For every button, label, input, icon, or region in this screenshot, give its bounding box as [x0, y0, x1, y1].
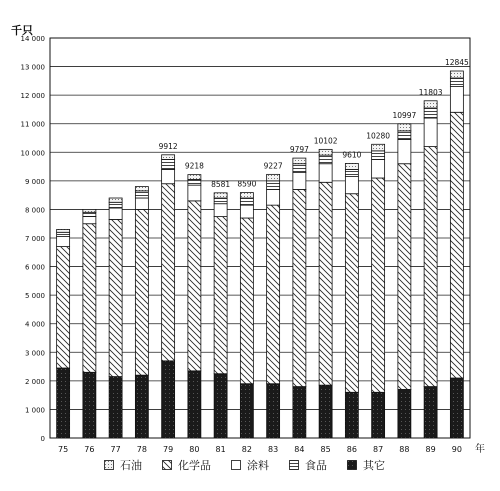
legend-label: 石油	[120, 459, 142, 472]
bar-segment	[162, 361, 175, 438]
bar-segment	[109, 198, 122, 202]
legend-swatch	[347, 460, 357, 470]
x-tick-label: 86	[346, 445, 357, 454]
bar-segment	[293, 172, 306, 189]
bar-segment	[162, 184, 175, 361]
bar-segment	[240, 205, 253, 218]
bar-segment	[83, 224, 96, 373]
y-tick-label: 1 000	[24, 406, 45, 415]
total-label: 10102	[313, 136, 338, 146]
bar-segment	[345, 177, 358, 194]
legend-item	[231, 457, 269, 473]
bar-segment	[293, 387, 306, 438]
bar-segment	[267, 174, 280, 180]
x-tick-label: 81	[215, 445, 226, 454]
total-label: 8590	[237, 179, 257, 189]
bar-segment	[188, 201, 201, 371]
x-tick-label: 83	[268, 445, 279, 454]
y-tick-label: 13 000	[20, 63, 45, 72]
legend-swatch	[231, 460, 241, 470]
total-label: 9912	[158, 141, 178, 151]
bar-segment	[398, 164, 411, 390]
bar-segment	[450, 78, 463, 87]
bar-segment	[319, 155, 332, 164]
bar-segment	[450, 87, 463, 113]
bar-segment	[372, 159, 385, 178]
x-axis-label: 年	[475, 444, 485, 455]
bar-segment	[135, 375, 148, 438]
x-tick-label: 88	[399, 445, 410, 454]
total-label: 8581	[211, 179, 231, 189]
bar-segment	[83, 217, 96, 224]
bar-segment	[267, 384, 280, 438]
bar-segment	[188, 179, 201, 185]
y-tick-label: 9 000	[24, 177, 45, 186]
bar-segment	[214, 374, 227, 438]
y-tick-label: 0	[40, 435, 45, 443]
bar-segment	[267, 189, 280, 205]
x-tick-label: 75	[58, 445, 69, 454]
bar-segment	[135, 191, 148, 198]
bar-segment	[240, 193, 253, 198]
legend	[104, 455, 405, 475]
bar-segment	[345, 163, 358, 169]
legend-swatch	[104, 460, 114, 470]
bar-segment	[135, 198, 148, 209]
bar-segment	[214, 217, 227, 374]
bar-segment	[57, 232, 70, 236]
bar-segment	[267, 205, 280, 384]
bar-segment	[188, 185, 201, 201]
bar-segment	[240, 218, 253, 384]
total-label: 9610	[342, 150, 362, 160]
y-tick-label: 6 000	[24, 263, 45, 272]
bar-segment	[424, 108, 437, 118]
legend-label: 化学品	[178, 459, 211, 472]
total-label: 10997	[392, 110, 417, 120]
bar-segment	[240, 198, 253, 205]
bar-segment	[450, 112, 463, 378]
bar-segment	[398, 389, 411, 438]
x-tick-label: 76	[84, 445, 95, 454]
total-label: 11803	[418, 87, 443, 97]
bar-segment	[214, 204, 227, 217]
bar-segment	[372, 392, 385, 438]
y-tick-label: 11 000	[20, 120, 45, 129]
legend-label: 其它	[363, 459, 385, 472]
bar-segment	[424, 101, 437, 108]
bar-segment	[83, 209, 96, 212]
bar-segment	[319, 385, 332, 438]
bar-segment	[267, 181, 280, 190]
bar-segment	[293, 164, 306, 173]
legend-swatch	[162, 460, 172, 470]
total-label: 12845	[444, 58, 469, 67]
bar-segment	[214, 193, 227, 198]
bar-segment	[319, 149, 332, 155]
legend-item	[162, 457, 211, 473]
legend-label: 涂料	[247, 459, 269, 472]
bar-segment	[57, 247, 70, 368]
total-label: 9797	[289, 145, 309, 155]
y-tick-label: 12 000	[20, 92, 45, 101]
bar-segment	[424, 387, 437, 438]
bar-segment	[345, 194, 358, 393]
bar-segment	[109, 219, 122, 376]
bar-segment	[398, 139, 411, 163]
bar-segment	[135, 209, 148, 375]
bar-segment	[162, 159, 175, 169]
bar-segment	[57, 368, 70, 438]
bar-segment	[188, 175, 201, 180]
x-tick-label: 80	[189, 445, 200, 454]
bar-segment	[398, 131, 411, 140]
bar-segment	[162, 169, 175, 183]
bar-segment	[83, 372, 96, 438]
bar-segment	[109, 202, 122, 208]
bar-segment	[424, 147, 437, 387]
bar-segment	[319, 164, 332, 183]
legend-item	[347, 457, 385, 473]
bar-segment	[240, 384, 253, 438]
bar-segment	[162, 155, 175, 160]
legend-item	[289, 457, 327, 473]
y-tick-label: 3 000	[24, 349, 45, 358]
bar-segment	[319, 182, 332, 385]
x-tick-label: 77	[110, 445, 121, 454]
y-tick-label: 4 000	[24, 320, 45, 329]
bar-segment	[109, 208, 122, 219]
total-label: 10280	[366, 131, 391, 141]
bar-segment	[109, 377, 122, 438]
y-tick-label: 7 000	[24, 235, 45, 243]
bar-segment	[345, 169, 358, 176]
y-tick-label: 5 000	[24, 292, 45, 301]
x-tick-label: 89	[425, 445, 436, 454]
bar-segment	[372, 151, 385, 160]
legend-swatch	[289, 460, 299, 470]
bar-segment	[57, 237, 70, 247]
y-tick-label: 14 000	[20, 35, 45, 43]
bar-segment	[188, 371, 201, 438]
y-tick-label: 2 000	[24, 377, 45, 386]
bar-segment	[372, 144, 385, 151]
y-tick-label: 10 000	[20, 149, 45, 158]
bar-segment	[398, 124, 411, 131]
y-axis-label: 千只	[11, 24, 33, 37]
x-tick-label: 82	[241, 445, 252, 454]
bar-segment	[293, 189, 306, 386]
legend-label: 食品	[305, 459, 327, 472]
bars	[57, 71, 464, 438]
x-tick-label: 84	[294, 445, 305, 454]
bar-segment	[345, 392, 358, 438]
bar-segment	[293, 158, 306, 164]
x-tick-label: 85	[320, 445, 331, 454]
total-label: 9218	[184, 161, 204, 171]
bar-segment	[214, 198, 227, 204]
bar-segment	[424, 118, 437, 147]
bar-segment	[135, 187, 148, 191]
x-tick-label: 87	[373, 445, 384, 454]
x-tick-label: 90	[451, 445, 462, 454]
x-tick-label: 79	[163, 445, 174, 454]
y-tick-label: 8 000	[24, 206, 45, 215]
total-label: 9227	[263, 161, 283, 171]
x-tick-label: 78	[136, 445, 147, 454]
bar-segment	[57, 229, 70, 232]
bar-segment	[450, 378, 463, 438]
legend-item	[104, 457, 142, 473]
bar-segment	[450, 71, 463, 78]
bar-segment	[83, 212, 96, 216]
bar-segment	[372, 178, 385, 392]
